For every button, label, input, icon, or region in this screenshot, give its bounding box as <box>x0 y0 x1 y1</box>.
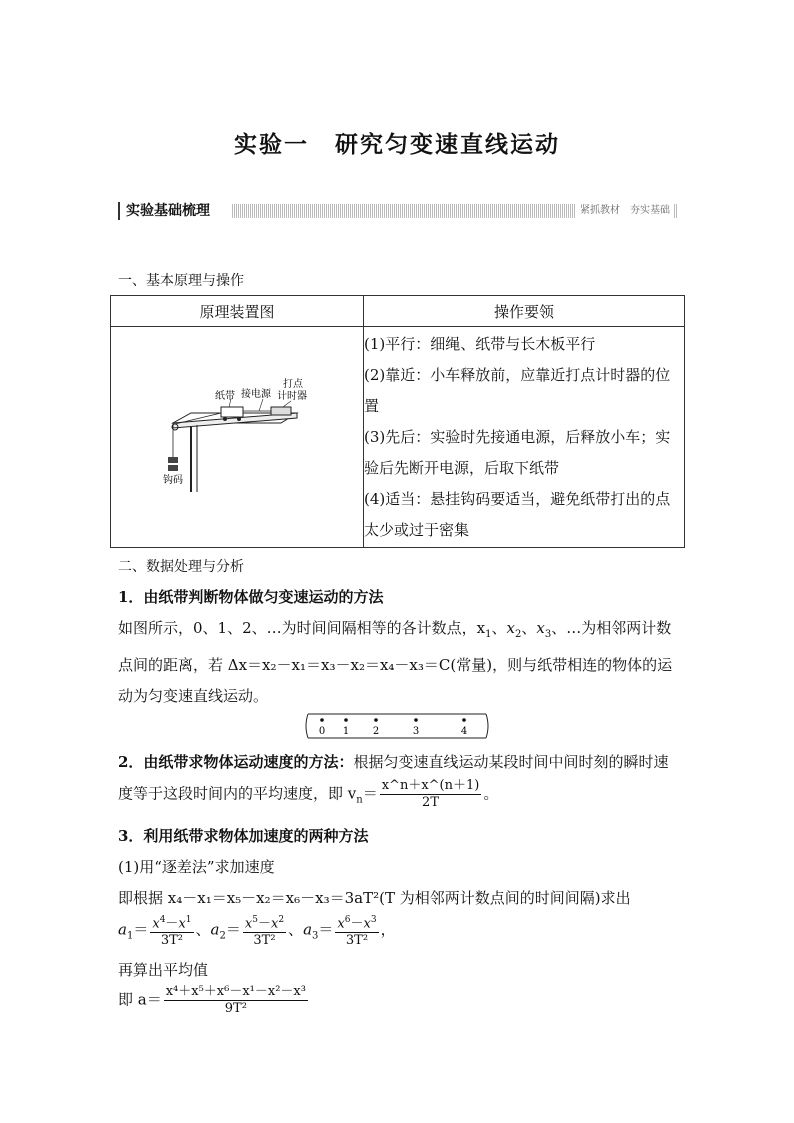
tape-dot-3 <box>414 718 418 722</box>
item2-text: 根据匀变速直线运动某段时间中间时刻的瞬时速度等于这段时间内的平均速度，即 v <box>118 753 669 803</box>
title-left: 实验一 <box>234 131 309 158</box>
tape-label-4: 4 <box>460 726 468 737</box>
tape-label-1: 1 <box>342 726 350 737</box>
item3-line1: 即根据 x₄－x₁＝x₅－x₂＝x₆－x₃＝3aT²(T 为相邻两计数点间的时间间隔)求出 <box>118 889 631 907</box>
item3-sub1: (1)用“逐差法”求加速度 <box>118 858 275 876</box>
den-a1: 3T² <box>160 933 183 949</box>
tape-dot-1 <box>344 718 348 722</box>
tape-dot-0 <box>320 718 324 722</box>
item2-paragraph: 2．由纸带求物体运动速度的方法：根据匀变速直线运动某段时间中间时刻的瞬时速度等于这段时间内的平均速度，即 $v_n=$ $\frac{x\^{}n+x\^{}(n+1)}{2T}$ 。 <box>118 753 669 810</box>
velocity-numerator: x^n＋x^(n＋1) <box>381 778 480 793</box>
section-banner <box>118 202 678 220</box>
op-1: (1)平行：细绳、纸带与长木板平行 <box>364 334 596 353</box>
tape-label-0: 0 <box>318 726 326 737</box>
apparatus-figure-cell <box>111 327 364 548</box>
section2-heading: 二、数据处理与分析 <box>118 559 244 575</box>
velocity-fraction <box>380 778 482 811</box>
tape-dot-4 <box>462 718 466 722</box>
op-2: (2)靠近：小车释放前，应靠近打点计时器的位置 <box>364 365 671 415</box>
item1-text-a: 如图所示，0、1、2、…为时间间隔相等的各计数点，x <box>118 619 486 637</box>
tape-label-3: 3 <box>412 726 420 737</box>
avg-prefix: 即 a＝ <box>118 990 162 1009</box>
velocity-denominator: 2T <box>422 795 439 810</box>
item1-text-b: 为相邻两计数点间的距离，若 Δx＝x₂－x₁＝x₃－x₂＝x₄－x₃＝C(常量)，则与纸带相连的物体的运动为匀变速直线运动。 <box>118 619 673 705</box>
op-4: (4)适当：悬挂钩码要适当，避免纸带打出的点太少或过于密集 <box>364 489 671 539</box>
tape-dot-2 <box>374 718 378 722</box>
item3-line3: 再算出平均值 <box>118 961 209 979</box>
table-header-ops: 操作要领 <box>364 296 685 327</box>
page-title <box>0 126 794 159</box>
item3-line4 <box>118 984 310 1017</box>
tape-figure <box>304 712 490 740</box>
title-right: 研究匀变速直线运动 <box>335 131 560 158</box>
label-tape: 纸带 <box>215 391 235 402</box>
section1-heading: 一、基本原理与操作 <box>118 273 244 289</box>
item1-heading: 1．由纸带判断物体做匀变速运动的方法 <box>118 588 384 606</box>
avg-denominator: 9T² <box>224 1001 247 1016</box>
banner-label: 实验基础梳理 <box>118 202 216 220</box>
den-a2: 3T² <box>253 933 276 949</box>
item1-paragraph: 如图所示，0、1、2、…为时间间隔相等的各计数点，$x_1$、$x_2$、$x_3$、…为相邻两计数点间的距离，若 Δx＝x₂－x₁＝x₃－x₂＝x₄－x₃＝C(常量)，则与纸带相连的物体的运动为匀变速直线运动。 <box>118 619 673 705</box>
ops-cell <box>364 327 685 548</box>
den-a3: 3T² <box>345 933 369 949</box>
label-weight: 钩码 <box>163 475 183 486</box>
tape-label-2: 2 <box>372 726 380 737</box>
label-timer-1: 打点 <box>283 379 303 390</box>
avg-numerator: x⁴＋x⁵＋x⁶－x¹－x²－x³ <box>165 984 306 999</box>
avg-fraction <box>164 984 308 1017</box>
label-timer-2: 计时器 <box>277 391 307 402</box>
label-power: 接电源 <box>241 389 271 400</box>
item3-line2: $a_1=$ $\frac{x^4-x^1}{\text{3T²}}$ 、$a_2=$ $\frac{x^5-x^2}{\text{3T²}}$ 、$a_3=$ $\frac{x^6-x^3}{\text{3T²}}$ ， <box>118 912 396 952</box>
item3-heading: 3．利用纸带求物体加速度的两种方法 <box>118 827 369 845</box>
table-header-figure: 原理装置图 <box>111 296 364 327</box>
principle-table <box>110 295 685 548</box>
banner-right: 紧抓教材 夯实基础 <box>576 203 674 219</box>
op-3: (3)先后：实验时先接通电源，后释放小车；实验后先断开电源，后取下纸带 <box>364 427 671 477</box>
item2-heading: 2．由纸带求物体运动速度的方法： <box>118 753 354 771</box>
apparatus-figure <box>111 327 363 543</box>
